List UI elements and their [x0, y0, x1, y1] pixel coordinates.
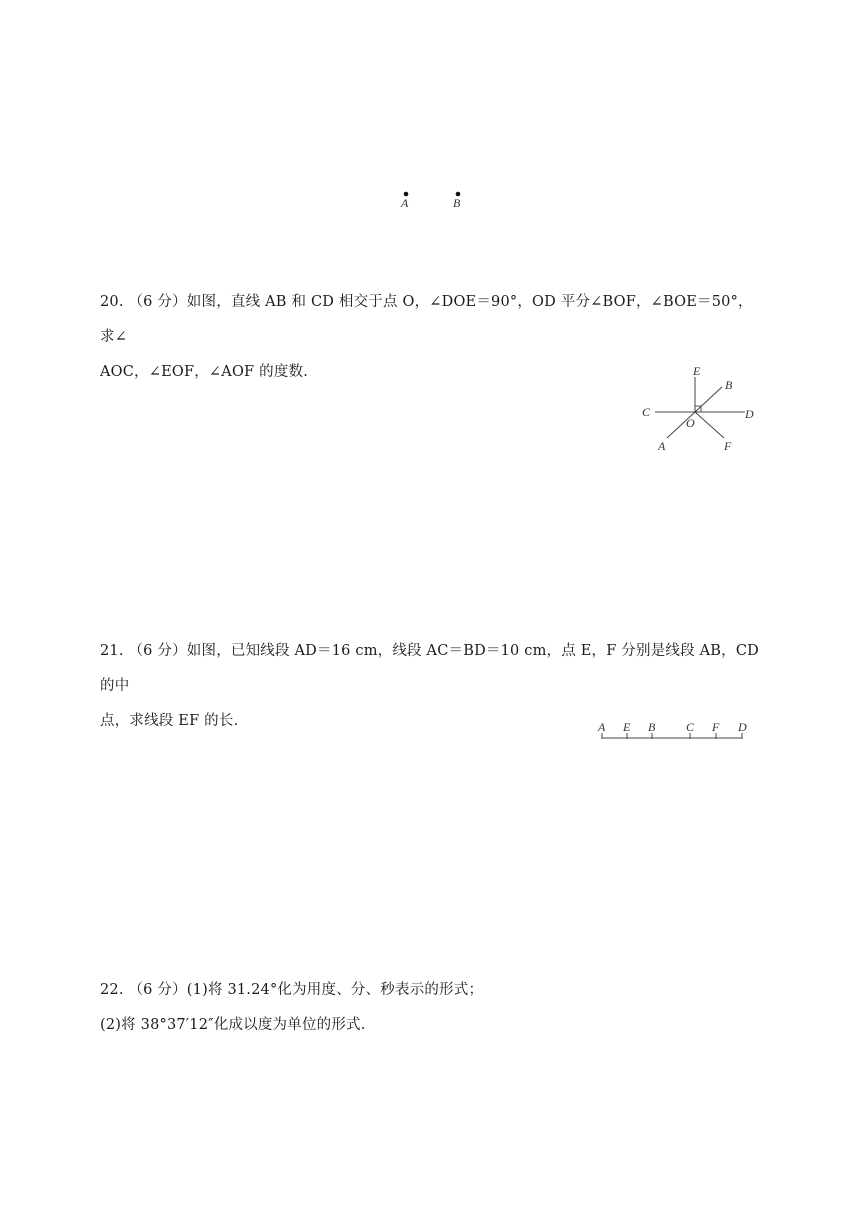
ray-of — [695, 412, 724, 438]
question-22-line2: (2)将 38°37′12″化成以度为单位的形式. — [100, 1017, 366, 1033]
question-21-line1: 21. （6 分）如图，已知线段 AD＝16 cm，线段 AC＝BD＝10 cm，点 E，F 分别是线段 AB，CD 的中 — [100, 643, 759, 694]
seg-label-a: A — [598, 720, 606, 734]
question-21-line2: 点，求线段 EF 的长. — [100, 713, 239, 729]
label-f: F — [724, 439, 732, 453]
seg-label-b: B — [648, 720, 656, 734]
seg-label-c: C — [686, 720, 695, 734]
question-22 — [100, 973, 760, 1043]
label-c: C — [642, 405, 651, 419]
points-figure — [395, 185, 475, 215]
question-22-line1: 22. （6 分）(1)将 31.24°化为用度、分、秒表示的形式； — [100, 982, 484, 998]
label-e: E — [693, 364, 701, 378]
segment-figure — [595, 718, 755, 748]
question-20-line1: 20. （6 分）如图，直线 AB 和 CD 相交于点 O，∠DOE＝90°，OD 平分∠BOF，∠BOE＝50°，求∠ — [100, 294, 753, 345]
seg-label-d: D — [738, 720, 747, 734]
seg-label-e: E — [623, 720, 631, 734]
question-20-line2: AOC，∠EOF，∠AOF 的度数. — [100, 364, 309, 380]
label-d: D — [745, 407, 754, 421]
seg-label-f: F — [712, 720, 720, 734]
label-o: O — [686, 416, 695, 430]
point-a-label: A — [401, 196, 409, 210]
label-b: B — [725, 378, 733, 392]
angle-figure — [635, 360, 775, 460]
label-a: A — [658, 439, 666, 453]
point-b-label: B — [453, 196, 461, 210]
